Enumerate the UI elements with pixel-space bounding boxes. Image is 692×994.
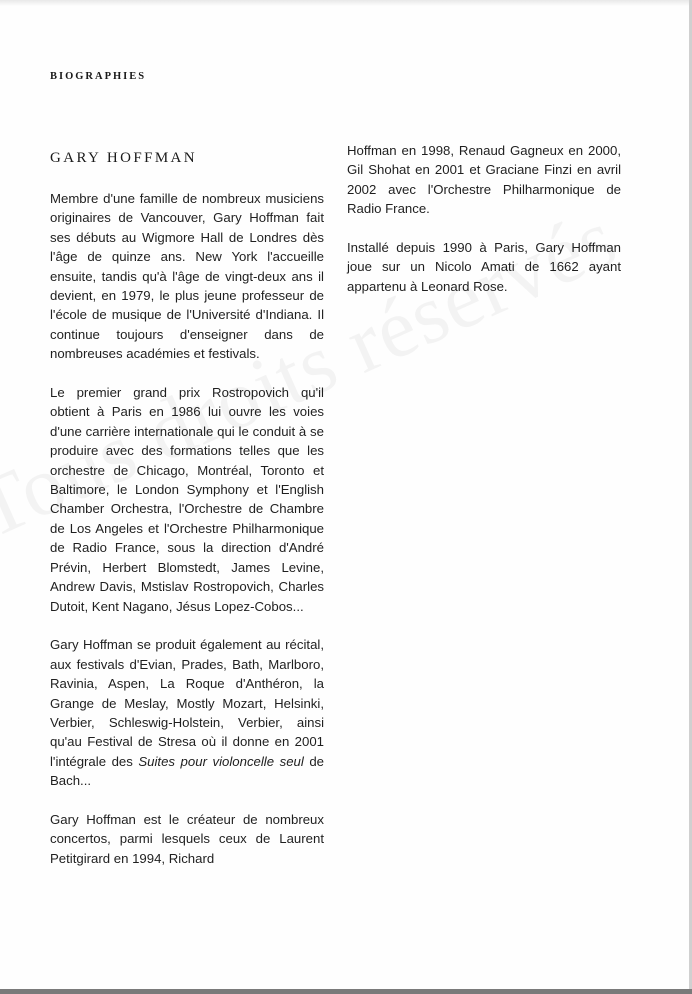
bio-paragraph-3-text-b: de Bach...	[50, 753, 324, 789]
bio-paragraph-3-work-title: Suites pour violoncelle seul	[138, 753, 304, 769]
bio-paragraph-1: Membre d'une famille de nombreux musiciens originaires de Vancouver, Gary Hoffman fait ses débuts au Wigmore Hall de Londres dès l'âge de quinze ans. New York l'accueille ensuite, tandis qu'à l'âge de vingt-deux ans il devient, en 1979, le plus jeune professeur de l'école de musique de l'Université d'Indiana. Il continue toujours d'enseigner dans de nombreuses académies et festivals.	[50, 191, 324, 362]
scan-edge-top	[0, 0, 692, 6]
left-column	[50, 148, 324, 888]
bio-paragraph-2: Le premier grand prix Rostropovich qu'il obtient à Paris en 1986 lui ouvre les voies d'une carrière internationale qui le conduit à se produire avec des formations telles que les orchestre de Chicago, Montréal, Toronto et Baltimore, le London Symphony et l'English Chamber Orchestra, l'Orchestre de Chambre de Los Angeles et l'Orchestre Philharmonique de Radio France, sous la direction d'André Prévin, Herbert Blomstedt, James Levine, Andrew Davis, Mstislav Rostropovich, Charles Dutoit, Kent Nagano, Jésus Lopez-Cobos...	[50, 385, 324, 614]
bio-paragraph-4: Gary Hoffman est le créateur de nombreux concertos, parmi lesquels ceux de Laurent Petitgirard en 1994, Richard	[50, 811, 324, 866]
bio-paragraph-4-continued: Hoffman en 1998, Renaud Gagneux en 2000, Gil Shohat en 2001 et Graciane Finzi en avril 2002 avec l'Orchestre Philharmonique de Radio France.	[347, 143, 621, 217]
section-label: BIOGRAPHIES	[50, 71, 147, 82]
bio-paragraph-5: Installé depuis 1990 à Paris, Gary Hoffman joue sur un Nicolo Amati de 1662 ayant appartenu à Leonard Rose.	[347, 240, 621, 294]
bio-paragraph-3	[50, 635, 324, 790]
artist-name: GARY HOFFMAN	[50, 150, 198, 166]
right-column	[347, 141, 621, 316]
bio-paragraph-3-text-a: Gary Hoffman se produit également au récital, aux festivals d'Evian, Prades, Bath, Marlboro, Ravinia, Aspen, La Roque d'Anthéron, la Grange de Meslay, Mostly Mozart, Helsinki, Verbier, Schleswig-Holstein, Verbier, ainsi qu'au Festival de Stresa où il donne en 2001 l'intégrale des	[50, 637, 324, 769]
scan-edge-bottom	[0, 989, 692, 994]
